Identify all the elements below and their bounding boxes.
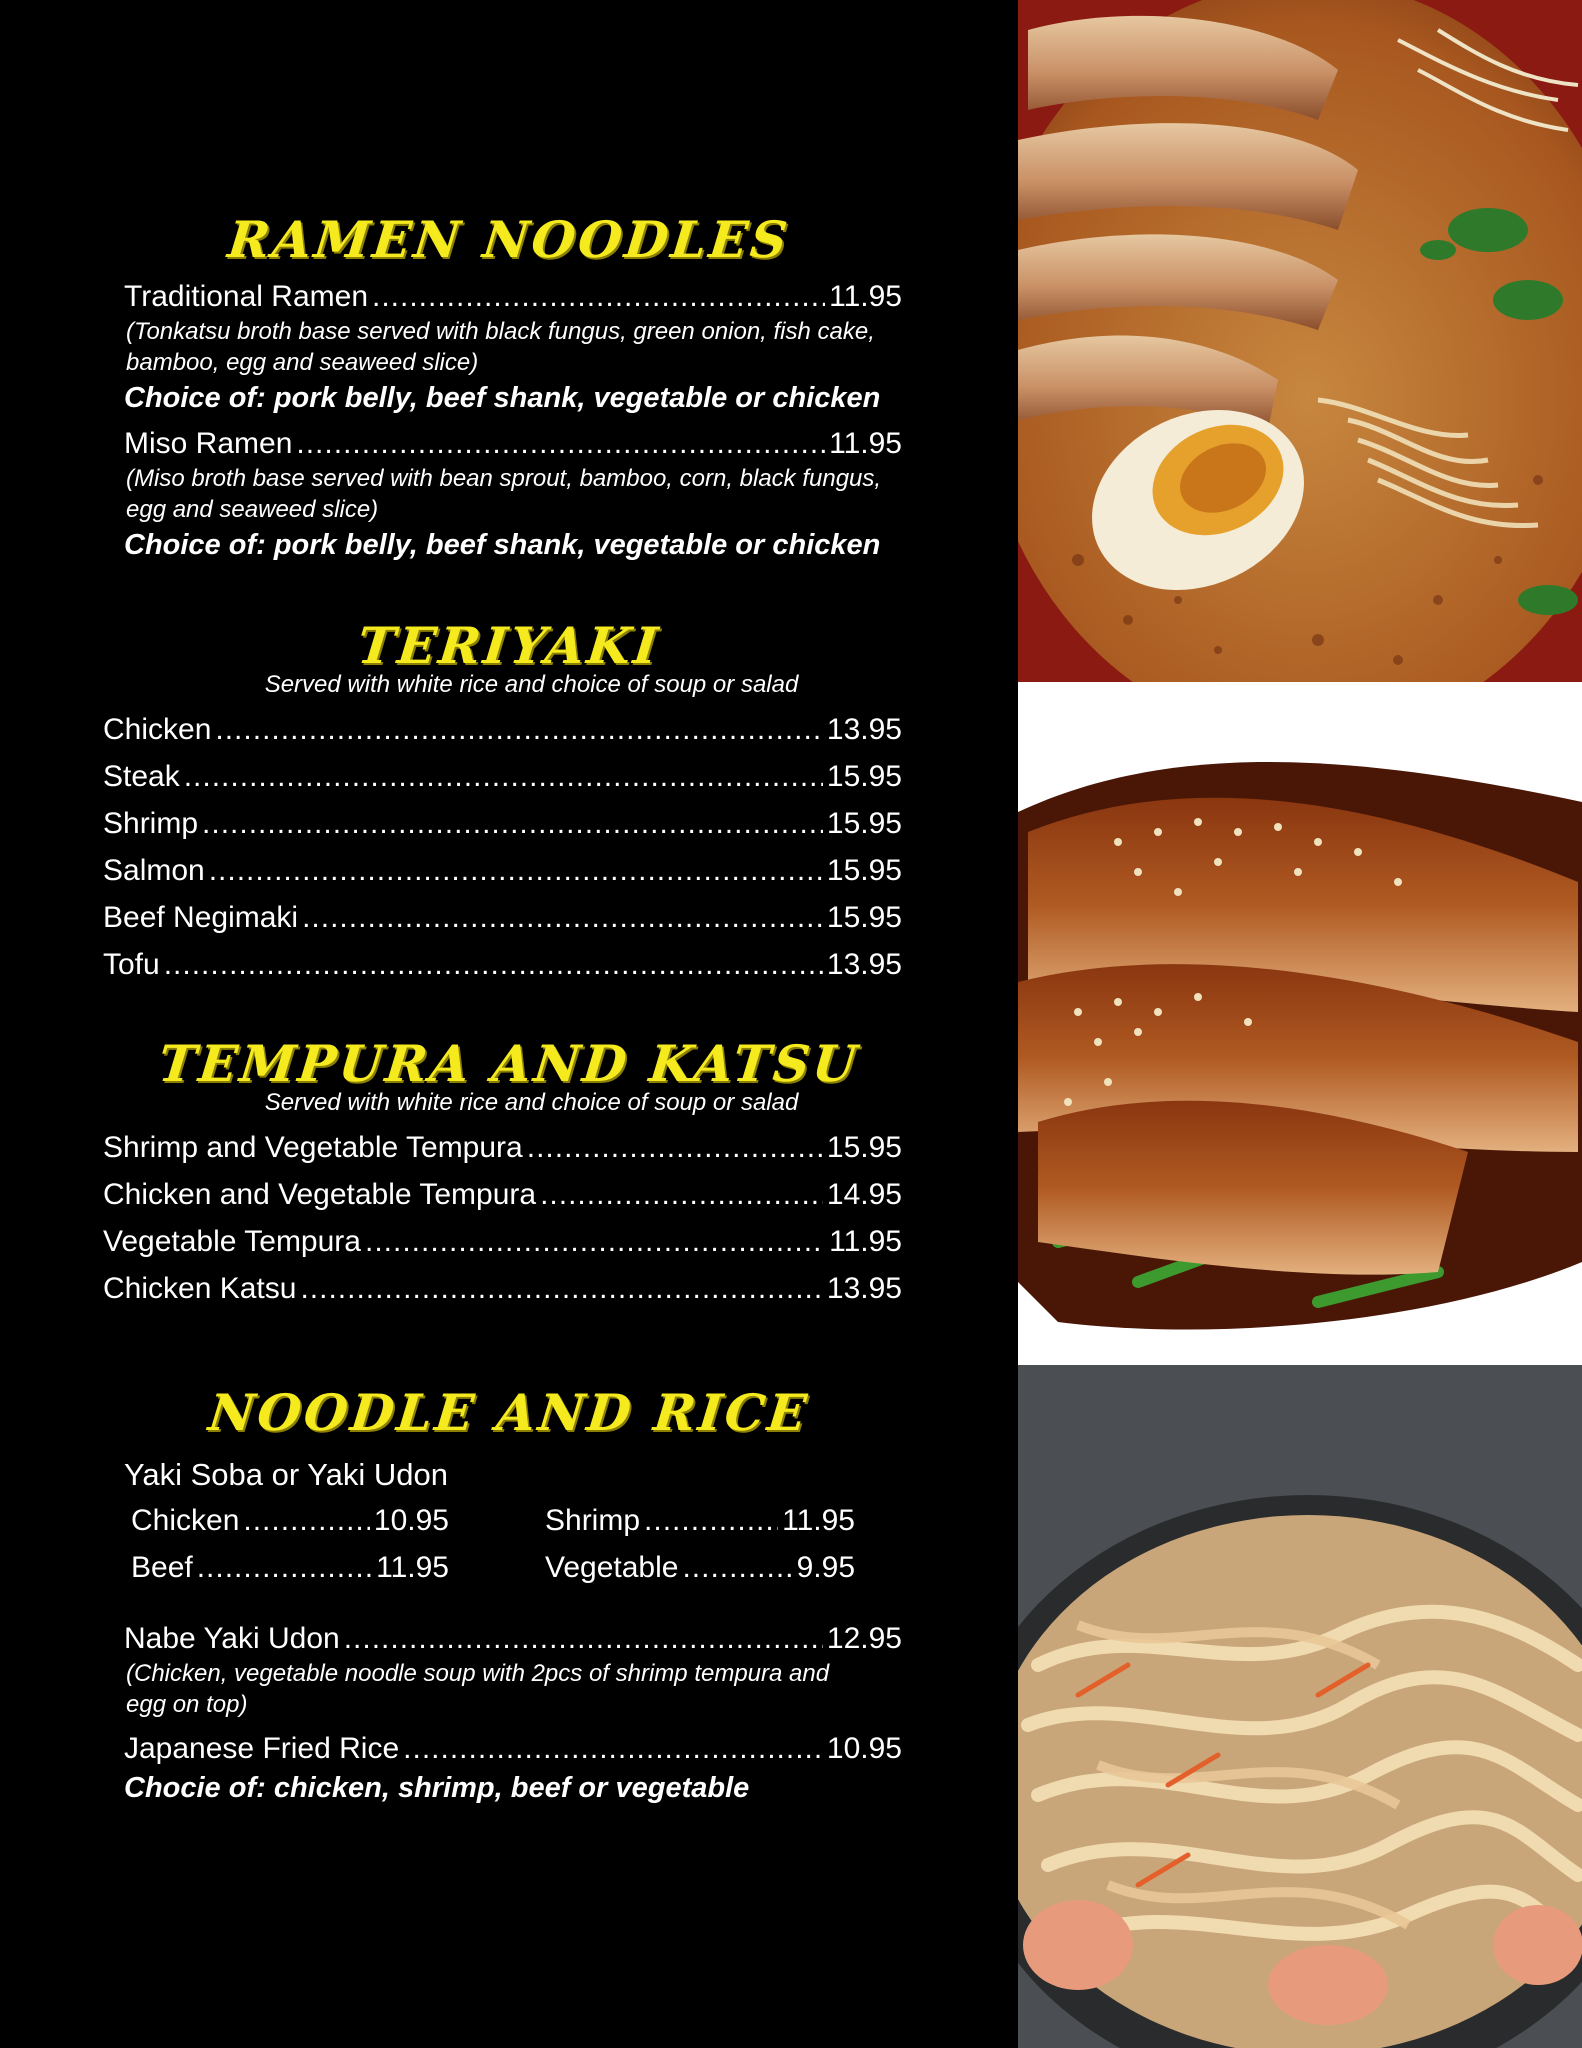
item-price: 11.95	[376, 1551, 449, 1584]
item-name: Vegetable Tempura	[103, 1225, 361, 1258]
item-name: Traditional Ramen	[124, 280, 368, 313]
item-price: 13.95	[826, 1272, 902, 1305]
item-price: 13.95	[826, 948, 902, 981]
item-description: (Tonkatsu broth base served with black fungus, green onion, fish cake, bamboo, egg and seaweed slice)	[126, 318, 875, 376]
item-price: 10.95	[373, 1504, 449, 1537]
item-price: 9.95	[796, 1551, 855, 1584]
dot-leader	[403, 1732, 823, 1765]
menu-item-chicken-vegetable-tempura	[103, 1178, 902, 1211]
menu-item-chicken	[103, 713, 902, 746]
section-heading-tempura: TEMPURA AND KATSU	[155, 1034, 863, 1093]
dot-leader	[209, 854, 823, 887]
item-price: 11.95	[829, 1225, 902, 1258]
item-name: Chicken Katsu	[103, 1272, 297, 1305]
photo-column	[1018, 0, 1582, 2048]
item-price: 15.95	[826, 760, 902, 793]
menu-item-beef-negimaki	[103, 901, 902, 934]
menu-item-salmon	[103, 854, 902, 887]
item-price: 15.95	[826, 854, 902, 887]
item-price: 13.95	[826, 713, 902, 746]
section-heading-ramen: RAMEN NOODLES	[225, 210, 793, 269]
ramen-photo	[1018, 0, 1582, 682]
yaki-item-shrimp	[545, 1504, 855, 1537]
item-price: 15.95	[826, 1131, 902, 1164]
menu-item-nabe-yaki-udon	[124, 1622, 902, 1655]
item-price: 14.95	[826, 1178, 902, 1211]
section-subtitle: Served with white rice and choice of soup or salad	[264, 671, 799, 698]
item-choice: Choice of: pork belly, beef shank, vegetable or chicken	[124, 382, 881, 414]
dot-leader	[644, 1504, 778, 1537]
menu-item-traditional-ramen	[124, 280, 902, 313]
item-name: Japanese Fried Rice	[124, 1732, 400, 1765]
item-price: 11.95	[782, 1504, 855, 1537]
item-price: 11.95	[829, 427, 902, 460]
menu-item-chicken-katsu	[103, 1272, 902, 1305]
item-name: Miso Ramen	[124, 427, 293, 460]
dot-leader	[197, 1551, 372, 1584]
item-price: 15.95	[826, 807, 902, 840]
dot-leader	[202, 807, 823, 840]
item-name: Beef	[131, 1551, 193, 1584]
item-choice: Chocie of: chicken, shrimp, beef or vegetable	[124, 1772, 750, 1804]
section-heading-noodle-rice: NOODLE AND RICE	[205, 1383, 813, 1442]
menu-item-vegetable-tempura	[103, 1225, 902, 1258]
item-name: Shrimp and Vegetable Tempura	[103, 1131, 523, 1164]
dot-leader	[527, 1131, 823, 1164]
dot-leader	[302, 901, 823, 934]
dot-leader	[365, 1225, 825, 1258]
dot-leader	[184, 760, 823, 793]
item-name: Steak	[103, 760, 180, 793]
item-choice: Choice of: pork belly, beef shank, vegetable or chicken	[124, 529, 881, 561]
dot-leader	[215, 713, 823, 746]
menu-item-shrimp-vegetable-tempura	[103, 1131, 902, 1164]
dot-leader	[243, 1504, 370, 1537]
item-name: Tofu	[103, 948, 160, 981]
menu-item-shrimp	[103, 807, 902, 840]
dot-leader	[296, 427, 825, 460]
menu-item-japanese-fried-rice	[124, 1732, 902, 1765]
dot-leader	[540, 1178, 823, 1211]
item-name: Vegetable	[545, 1551, 679, 1584]
item-name: Chicken	[131, 1504, 240, 1537]
item-description: (Miso broth base served with bean sprout, bamboo, corn, black fungus, egg and seaweed slice)	[126, 465, 882, 523]
item-price: 11.95	[829, 280, 902, 313]
dot-leader	[682, 1551, 792, 1584]
yaki-item-vegetable	[545, 1551, 855, 1584]
section-subtitle: Served with white rice and choice of soup or salad	[264, 1089, 799, 1116]
item-name: Chicken	[103, 713, 212, 746]
item-name: Shrimp	[103, 807, 199, 840]
menu-item-miso-ramen	[124, 427, 902, 460]
section-heading-teriyaki: TERIYAKI	[354, 616, 664, 675]
teriyaki-photo	[1018, 682, 1582, 1365]
item-name: Beef Negimaki	[103, 901, 299, 934]
yaki-title: Yaki Soba or Yaki Udon	[124, 1457, 448, 1492]
menu-item-steak	[103, 760, 902, 793]
dot-leader	[372, 280, 825, 313]
item-description: (Chicken, vegetable noodle soup with 2pcs of shrimp tempura and egg on top)	[126, 1660, 830, 1718]
yaki-item-chicken	[131, 1504, 449, 1537]
item-name: Salmon	[103, 854, 205, 887]
yaki-item-beef	[131, 1551, 449, 1584]
dot-leader	[344, 1622, 823, 1655]
item-name: Shrimp	[545, 1504, 641, 1537]
item-name: Chicken and Vegetable Tempura	[103, 1178, 537, 1211]
dot-leader	[164, 948, 823, 981]
item-price: 12.95	[826, 1622, 902, 1655]
item-price: 10.95	[826, 1732, 902, 1765]
dot-leader	[300, 1272, 822, 1305]
item-name: Nabe Yaki Udon	[124, 1622, 340, 1655]
item-price: 15.95	[826, 901, 902, 934]
menu-item-tofu	[103, 948, 902, 981]
noodle-photo	[1018, 1365, 1582, 2048]
